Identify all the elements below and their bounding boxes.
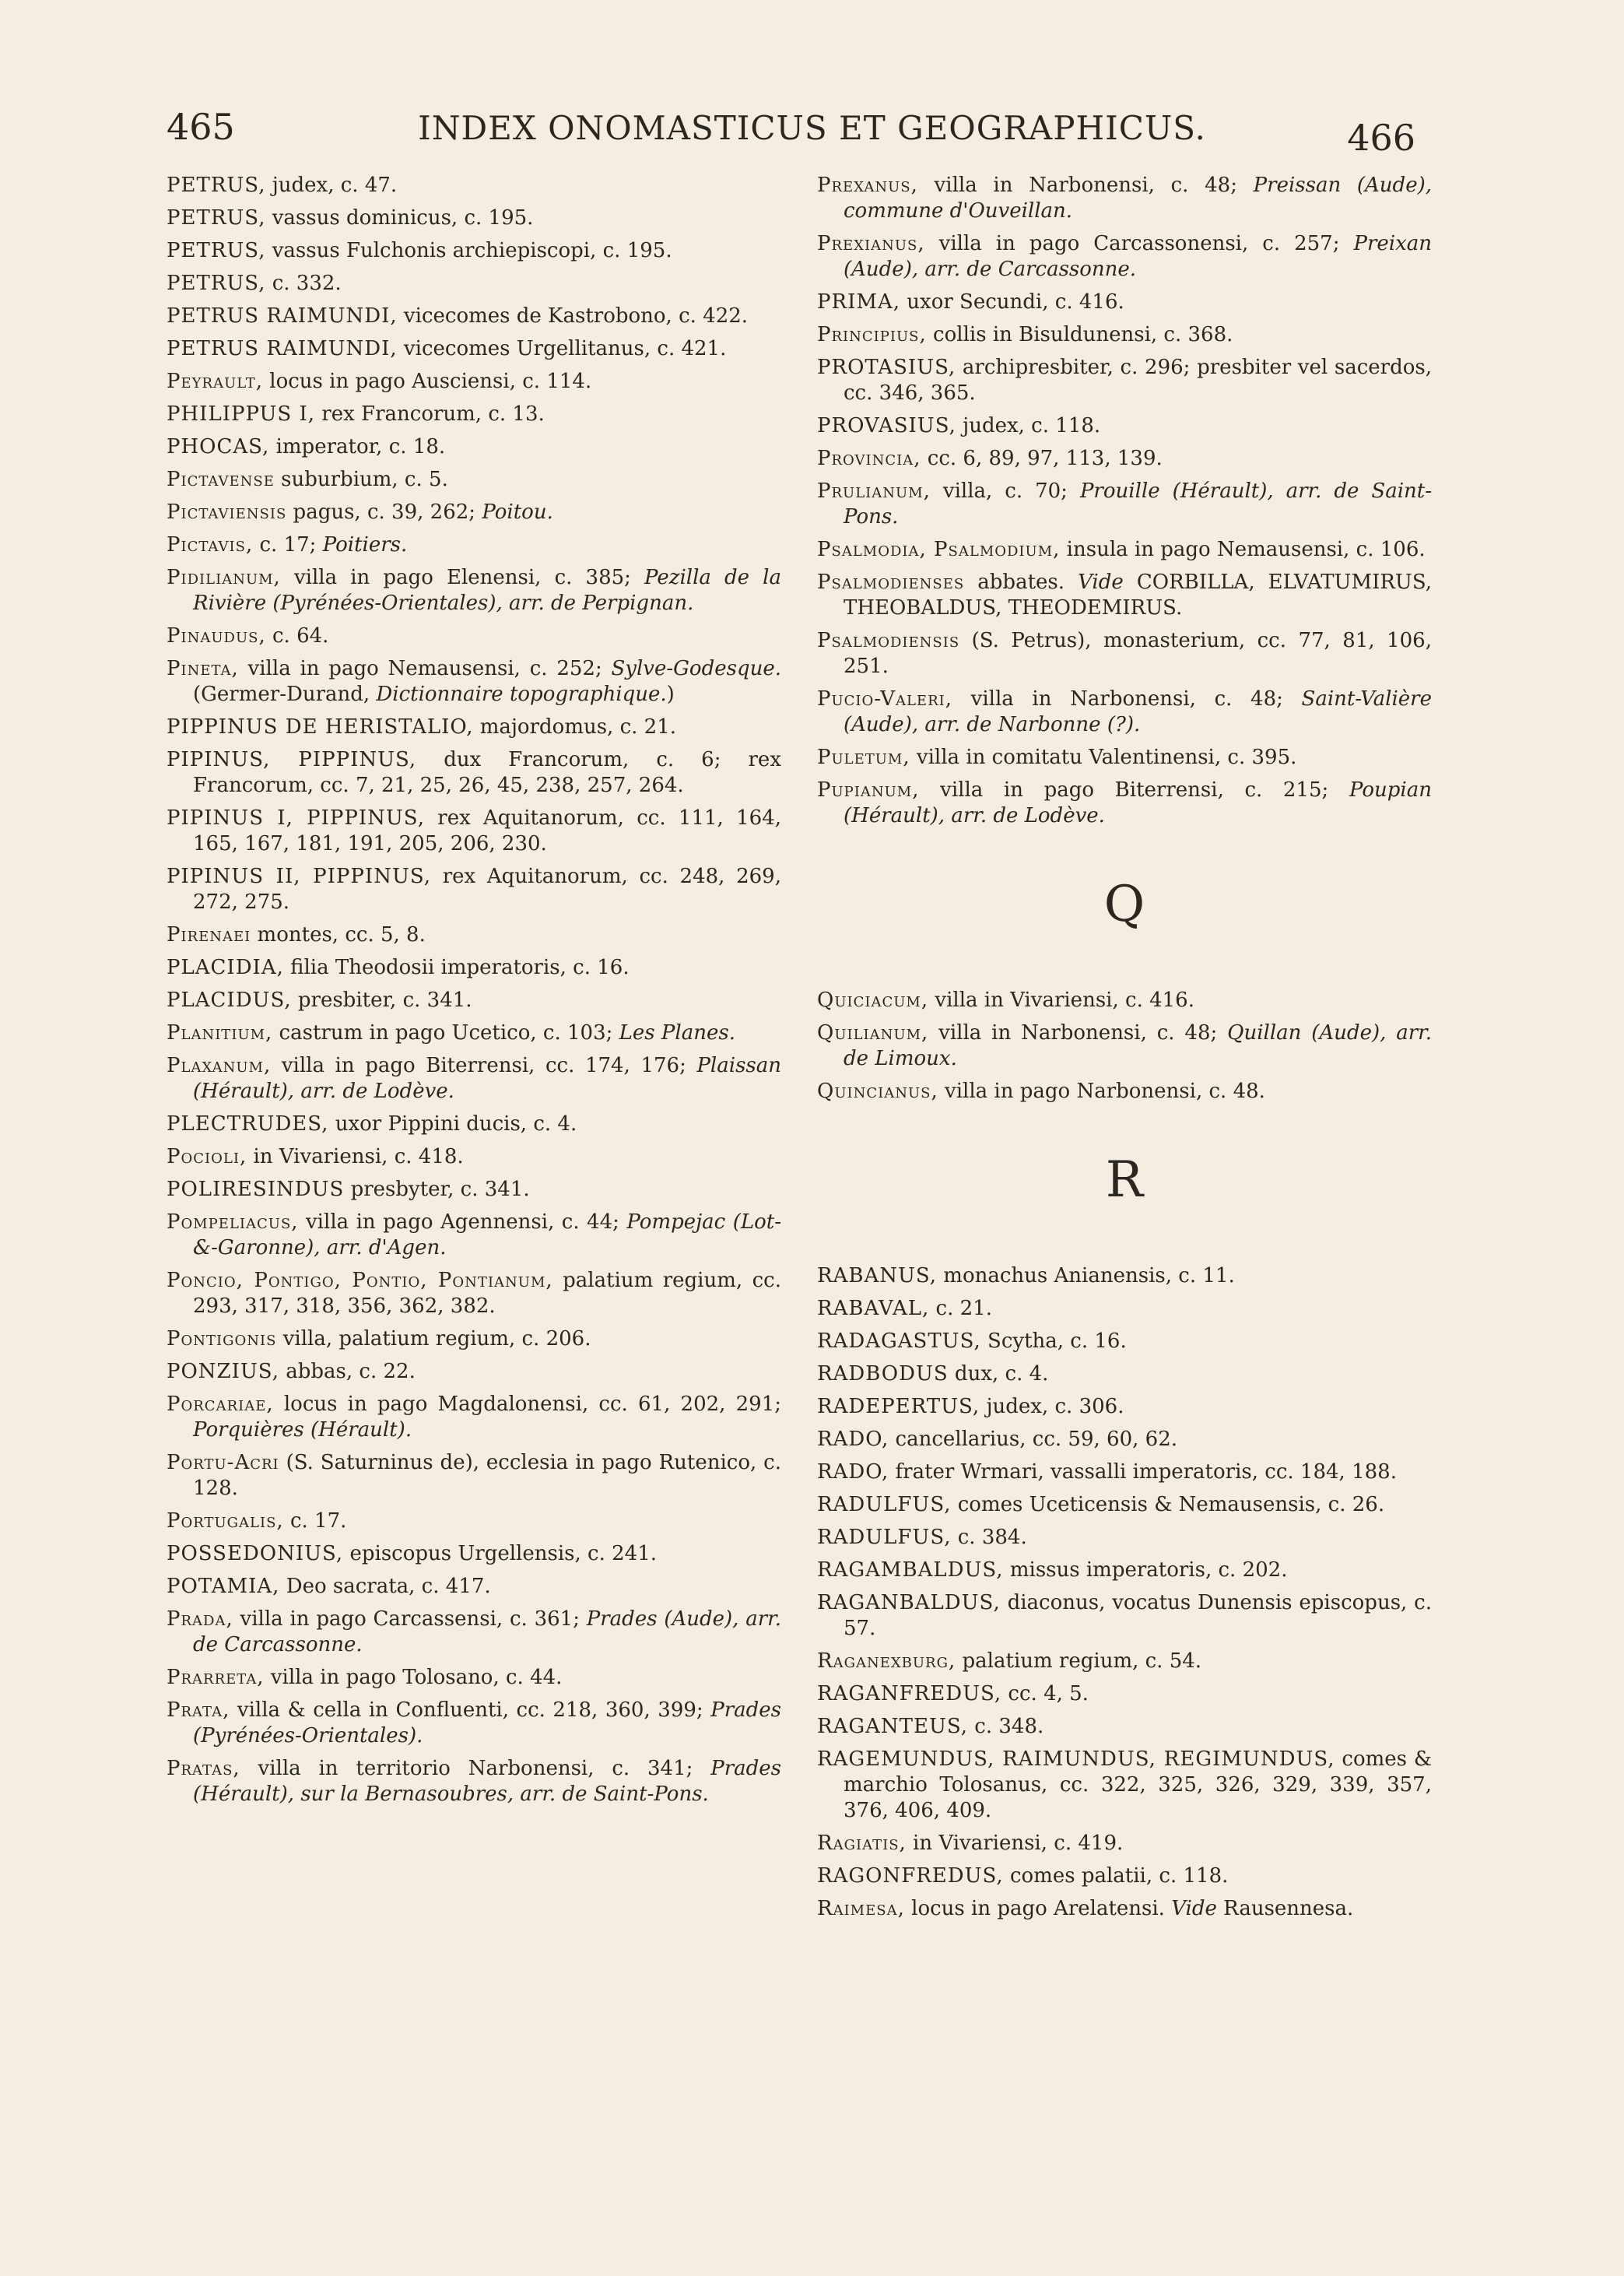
index-entry xyxy=(167,864,781,915)
index-entry xyxy=(817,173,1432,224)
entry-headword: RAGEMUNDUS, RAIMUNDUS, REGIMUNDUS, xyxy=(817,1747,1335,1771)
entry-location: Dictionnaire topographique. xyxy=(376,683,667,706)
index-entry xyxy=(817,1263,1432,1289)
entry-location: Pezilla de la Rivière (Pyrénées-Orientales), arr. de Perpignan. xyxy=(193,566,782,615)
entry-text: monachus Anianensis, c. 11. xyxy=(937,1264,1235,1287)
entry-text: locus in pago Arelatensi. xyxy=(904,1897,1172,1920)
entry-text: archipresbiter, c. 296; presbiter vel sacerdos, cc. 346, 365. xyxy=(844,356,1432,405)
entry-text: majordomus, c. 21. xyxy=(473,715,677,739)
index-entry xyxy=(817,1492,1432,1518)
entry-text: locus in pago Magdalonensi, cc. 61, 202, 291; xyxy=(273,1393,781,1416)
entry-text: dux, c. 4. xyxy=(948,1362,1049,1386)
entry-text: villa in territorio Narbonensi, c. 341; xyxy=(240,1757,711,1780)
index-entry xyxy=(167,1607,781,1658)
entry-text: vicecomes de Kastrobono, c. 422. xyxy=(397,304,749,328)
entry-text: vicecomes Urgellitanus, c. 421. xyxy=(397,337,727,360)
index-entry xyxy=(817,413,1432,439)
entry-text: villa in pago Agennensi, c. 44; xyxy=(298,1210,627,1234)
index-entry xyxy=(167,271,781,297)
running-title: INDEX ONOMASTICUS ET GEOGRAPHICUS. xyxy=(418,109,1206,147)
entry-headword: RAGANTEUS, xyxy=(817,1715,969,1738)
section-letter-q: Q xyxy=(1103,876,1145,933)
entry-text: villa in comitatu Valentinensi, c. 395. xyxy=(910,746,1297,769)
entry-text: ) xyxy=(666,683,675,706)
entry-headword: PETRUS RAIMUNDI, xyxy=(167,337,398,360)
index-entry xyxy=(167,1509,781,1534)
entry-text: imperator, c. 18. xyxy=(269,435,446,458)
entry-text: c. 21. xyxy=(929,1297,992,1320)
entry-headword: Psalmodienses xyxy=(817,571,965,594)
index-entry xyxy=(167,955,781,981)
index-entry xyxy=(167,1359,781,1385)
index-entry xyxy=(167,1665,781,1691)
index-entry xyxy=(817,1714,1432,1740)
index-entry xyxy=(167,1574,781,1600)
entry-location: Prades (Pyrénées-Orientales). xyxy=(193,1698,781,1747)
entry-location: Vide xyxy=(1171,1897,1217,1920)
entry-headword: POSSEDONIUS, xyxy=(167,1542,344,1565)
index-entry xyxy=(167,806,781,857)
entry-headword: Prulianum, xyxy=(817,479,931,503)
entry-headword: Puletum, xyxy=(817,746,910,769)
entry-text: in Vivariensi, c. 419. xyxy=(906,1832,1124,1855)
entry-text: villa in pago Nemausensi, c. 252; xyxy=(238,657,612,680)
entry-text: judex, c. 118. xyxy=(956,414,1101,437)
entry-headword: Prexianus, xyxy=(817,232,925,255)
entry-headword: Pontigonis xyxy=(167,1327,277,1350)
index-entry xyxy=(167,1053,781,1105)
entry-text: missus imperatoris, c. 202. xyxy=(1003,1558,1288,1582)
index-entry xyxy=(167,565,781,616)
entry-location: Pompejac (Lot-&-Garonne), arr. d'Agen. xyxy=(193,1210,781,1259)
index-entry xyxy=(817,988,1432,1013)
entry-text: rex Francorum, c. 13. xyxy=(315,402,545,426)
entry-headword: Raimesa, xyxy=(817,1897,905,1920)
index-entry xyxy=(167,1210,781,1261)
entry-text: villa in Vivariensi, c. 416. xyxy=(928,989,1194,1012)
entry-headword: PHILIPPUS I, xyxy=(167,402,316,426)
entry-text: (S. Saturninus de), ecclesia in pago Rutenico, c. 128. xyxy=(193,1451,781,1500)
entry-text: episcopus Urgellensis, c. 241. xyxy=(343,1542,658,1565)
entry-headword: Prata, xyxy=(167,1698,230,1722)
entry-headword: PLECTRUDES, xyxy=(167,1112,329,1136)
index-entry xyxy=(167,500,781,525)
entry-text: dux Francorum, c. 6; rex Francorum, cc. 7, 21, 25, 26, 45, 238, 257, 264. xyxy=(193,748,781,797)
entry-headword: Quiciacum, xyxy=(817,989,929,1012)
entry-text: abbas, c. 22. xyxy=(279,1360,416,1383)
index-entry xyxy=(817,322,1432,348)
entry-headword: PETRUS RAIMUNDI, xyxy=(167,304,398,328)
entry-text: comes & marchio Tolosanus, cc. 322, 325, 326, 329, 339, 357, 376, 406, 409. xyxy=(844,1747,1432,1822)
entries-p xyxy=(817,173,1432,829)
entry-headword: Pictavis, xyxy=(167,533,254,557)
index-entry xyxy=(817,1590,1432,1642)
index-entry xyxy=(817,1459,1432,1485)
entry-headword: PONZIUS, xyxy=(167,1360,279,1383)
index-entry xyxy=(817,446,1432,472)
index-entry xyxy=(167,1756,781,1807)
entry-headword: POLIRESINDUS xyxy=(167,1178,345,1201)
entries-r xyxy=(817,1263,1432,1922)
entry-text: villa in pago Carcassonensi, c. 257; xyxy=(924,232,1354,255)
index-entry xyxy=(167,173,781,198)
entry-location: Poitiers. xyxy=(322,533,408,557)
index-entry xyxy=(817,1558,1432,1583)
entry-headword: PETRUS, xyxy=(167,272,266,295)
index-entry xyxy=(167,238,781,264)
entry-headword: PIPPINUS DE HERISTALIO, xyxy=(167,715,474,739)
entry-headword: RABANUS, xyxy=(817,1264,938,1287)
index-entry xyxy=(167,988,781,1013)
entry-text: c. 17; xyxy=(253,533,323,557)
index-entry xyxy=(817,1525,1432,1551)
index-entry xyxy=(167,1268,781,1319)
index-entry xyxy=(167,1450,781,1502)
entry-headword: PETRUS, xyxy=(167,206,266,230)
entry-headword: Porcariae, xyxy=(167,1393,274,1416)
entry-text: vassus dominicus, c. 195. xyxy=(265,206,534,230)
index-entry xyxy=(167,336,781,362)
index-entry xyxy=(167,922,781,948)
entry-headword: Principius, xyxy=(817,323,927,346)
entry-text: villa in pago Narbonensi, c. 48. xyxy=(938,1080,1265,1103)
index-entry xyxy=(817,1896,1432,1922)
entry-headword: PETRUS, xyxy=(167,239,266,262)
entry-headword: POTAMIA, xyxy=(167,1575,280,1598)
index-entry xyxy=(817,479,1432,530)
entry-text: c. 332. xyxy=(265,272,342,295)
entry-location: Preixan (Aude), arr. de Carcassonne. xyxy=(844,232,1432,281)
entry-headword: Prada, xyxy=(167,1607,233,1631)
index-entry xyxy=(817,1863,1432,1889)
entry-headword: Quincianus, xyxy=(817,1080,938,1103)
entry-headword: Poncio, Pontigo, Pontio, Pontianum, xyxy=(167,1269,553,1292)
entry-location: Saint-Valière (Aude), arr. de Narbonne (?). xyxy=(844,687,1432,736)
index-entry xyxy=(167,1144,781,1170)
entry-text: diaconus, vocatus Dunensis episcopus, c. 57. xyxy=(844,1591,1432,1640)
index-entry xyxy=(167,1326,781,1352)
index-entry xyxy=(817,355,1432,406)
entry-text: palatium regium, cc. 293, 317, 318, 356, 362, 382. xyxy=(193,1269,781,1318)
entry-headword: Psalmodiensis xyxy=(817,629,960,652)
entry-headword: Pocioli, xyxy=(167,1145,247,1168)
entry-text: abbates. xyxy=(964,571,1079,594)
entry-headword: Pupianum, xyxy=(817,778,920,802)
entry-headword: RADBODUS xyxy=(817,1362,949,1386)
entry-headword: PIPINUS II, PIPPINUS, xyxy=(167,865,432,888)
entry-headword: Provincia, xyxy=(817,447,921,470)
entry-text: (Germer-Durand, xyxy=(193,683,377,706)
index-entry xyxy=(817,687,1432,738)
entry-text: comes Uceticensis & Nemausensis, c. 26. xyxy=(951,1493,1385,1516)
entry-text: villa in pago Tolosano, c. 44. xyxy=(264,1666,563,1689)
entry-headword: Portugalis, xyxy=(167,1509,284,1533)
entry-location: Plaissan (Hérault), arr. de Lodève. xyxy=(193,1054,781,1103)
entry-headword: RADO, xyxy=(817,1428,889,1451)
index-entry xyxy=(167,623,781,649)
entry-headword: Peyrault, xyxy=(167,370,263,393)
entry-headword: Pictavense xyxy=(167,468,275,491)
entry-text: in Vivariensi, c. 418. xyxy=(247,1145,464,1168)
entry-text: c. 348. xyxy=(968,1715,1044,1738)
index-entry xyxy=(817,1329,1432,1354)
entry-headword: Pratas, xyxy=(167,1757,240,1780)
entry-location: Prades (Hérault), sur la Bernasoubres, arr. de Saint-Pons. xyxy=(193,1757,781,1806)
entry-text: Deo sacrata, c. 417. xyxy=(279,1575,491,1598)
entry-location: Les Planes. xyxy=(619,1021,735,1045)
entry-headword: Quilianum, xyxy=(817,1021,929,1045)
entry-text: frater Wrmari, vassalli imperatoris, cc. 184, 188. xyxy=(889,1460,1397,1484)
entry-headword: Raganexburg, xyxy=(817,1649,956,1673)
page-number-left: 465 xyxy=(167,106,235,148)
entry-text: Rausennesa. xyxy=(1216,1897,1354,1920)
entry-headword: RAGANFREDUS, xyxy=(817,1682,1002,1705)
entry-location: Poitou. xyxy=(482,501,553,524)
entry-location: Quillan (Aude), arr. de Limoux. xyxy=(844,1021,1432,1070)
entry-headword: Pictaviensis xyxy=(167,501,287,524)
entry-text: CORBILLA, ELVATUMIRUS, THEOBALDUS, THEODEMIRUS. xyxy=(844,571,1432,620)
entry-headword: Pidilianum, xyxy=(167,566,281,589)
entry-text: presbyter, c. 341. xyxy=(344,1178,530,1201)
entry-headword: RADEPERTUS, xyxy=(817,1395,980,1418)
index-entry xyxy=(817,537,1432,563)
index-entry xyxy=(817,628,1432,680)
entry-headword: RAGANBALDUS, xyxy=(817,1591,1001,1614)
entry-text: judex, c. 47. xyxy=(265,174,398,197)
index-entry xyxy=(817,231,1432,283)
entry-text: filia Theodosii imperatoris, c. 16. xyxy=(283,956,630,979)
index-entry xyxy=(817,778,1432,829)
entry-text: villa in Narbonensi, c. 48; xyxy=(917,174,1254,197)
entries-q xyxy=(817,988,1432,1105)
entry-location: Poupian (Hérault), arr. de Lodève. xyxy=(844,778,1432,827)
section-letter-r: R xyxy=(1105,1151,1144,1209)
entry-headword: RABAVAL, xyxy=(817,1297,930,1320)
index-entry xyxy=(167,402,781,427)
index-entry xyxy=(817,1747,1432,1824)
index-entry xyxy=(167,1177,781,1203)
entry-headword: Portu-Acri xyxy=(167,1451,279,1474)
entry-headword: Planitium, xyxy=(167,1021,273,1045)
entry-text: c. 17. xyxy=(283,1509,347,1533)
entry-text: palatium regium, c. 54. xyxy=(956,1649,1202,1673)
entry-headword: PLACIDUS, xyxy=(167,989,292,1012)
index-entry xyxy=(817,290,1432,315)
entry-text: c. 384. xyxy=(951,1526,1027,1549)
index-entry xyxy=(817,1394,1432,1420)
index-entry xyxy=(167,369,781,395)
entry-text: cc. 6, 89, 97, 113, 139. xyxy=(921,447,1163,470)
entry-headword: RADULFUS, xyxy=(817,1493,952,1516)
entry-text: castrum in pago Ucetico, c. 103; xyxy=(272,1021,619,1045)
entry-text: collis in Bisuldunensi, c. 368. xyxy=(926,323,1233,346)
entry-text: (S. Petrus), monasterium, cc. 77, 81, 106, 251. xyxy=(844,629,1432,678)
left-column xyxy=(167,173,781,1814)
entry-headword: PRIMA, xyxy=(817,290,901,314)
index-entry xyxy=(167,434,781,460)
entry-headword: Psalmodia, Psalmodium, xyxy=(817,538,1061,561)
entry-headword: Plaxanum, xyxy=(167,1054,272,1077)
entry-text: cancellarius, cc. 59, 60, 62. xyxy=(889,1428,1178,1451)
entry-text: villa in Narbonensi, c. 48; xyxy=(952,687,1302,711)
entry-headword: PHOCAS, xyxy=(167,435,270,458)
entry-text: villa, c. 70; xyxy=(930,479,1080,503)
entry-headword: RADAGASTUS, xyxy=(817,1329,981,1353)
entry-headword: PROVASIUS, xyxy=(817,414,956,437)
index-entry xyxy=(167,715,781,740)
index-entry xyxy=(167,747,781,799)
index-entry xyxy=(817,1427,1432,1452)
entry-text: villa in pago Elenensi, c. 385; xyxy=(280,566,645,589)
entry-text: c. 64. xyxy=(265,624,329,648)
index-entry xyxy=(817,1296,1432,1322)
entry-text: villa in pago Carcassensi, c. 361; xyxy=(233,1607,587,1631)
entry-location: Sylve-Godesque. xyxy=(611,657,781,680)
index-entry xyxy=(167,1112,781,1137)
entry-text: rex Aquitanorum, cc. 111, 164, 165, 167, 181, 191, 205, 206, 230. xyxy=(193,806,781,855)
entry-headword: Pompeliacus, xyxy=(167,1210,299,1234)
entry-location: Porquières (Hérault). xyxy=(193,1418,412,1442)
entry-text: rex Aquitanorum, cc. 248, 269, 272, 275. xyxy=(193,865,781,914)
right-column xyxy=(817,173,1432,1929)
index-entry xyxy=(817,570,1432,621)
entry-headword: RADULFUS, xyxy=(817,1526,952,1549)
index-entry xyxy=(817,1079,1432,1105)
entry-text: villa in Narbonensi, c. 48; xyxy=(928,1021,1228,1045)
index-entry xyxy=(817,1361,1432,1387)
entry-text: Scytha, c. 16. xyxy=(980,1329,1127,1353)
entry-text: villa, palatium regium, c. 206. xyxy=(276,1327,591,1350)
entry-text: villa in pago Biterrensi, cc. 174, 176; xyxy=(271,1054,697,1077)
entry-headword: PIPINUS I, PIPPINUS, xyxy=(167,806,425,830)
index-entry xyxy=(167,1392,781,1443)
entry-headword: RAGAMBALDUS, xyxy=(817,1558,1004,1582)
index-entry xyxy=(817,745,1432,771)
entry-location: Preissan (Aude), commune d'Ouveillan. xyxy=(844,174,1432,223)
entry-headword: Pineta, xyxy=(167,657,239,680)
index-entry xyxy=(817,1649,1432,1674)
index-entry xyxy=(167,205,781,231)
entry-text: vassus Fulchonis archiepiscopi, c. 195. xyxy=(265,239,672,262)
page-number-right: 466 xyxy=(1347,117,1415,159)
entry-location: Vide xyxy=(1078,571,1124,594)
entry-headword: RADO, xyxy=(817,1460,889,1484)
entry-headword: Pucio-Valeri, xyxy=(817,687,952,711)
entry-text: uxor Pippini ducis, c. 4. xyxy=(328,1112,577,1136)
entry-headword: PIPINUS, PIPPINUS, xyxy=(167,748,417,771)
index-entry xyxy=(167,1698,781,1749)
entry-headword: Prarreta, xyxy=(167,1666,265,1689)
entry-headword: Ragiatis, xyxy=(817,1832,907,1855)
index-entry xyxy=(167,1020,781,1046)
entry-headword: PROTASIUS, xyxy=(817,356,956,379)
index-entry xyxy=(817,1681,1432,1707)
entry-headword: PETRUS, xyxy=(167,174,266,197)
index-entry xyxy=(167,304,781,329)
entry-headword: Pinaudus, xyxy=(167,624,266,648)
index-entry xyxy=(167,532,781,558)
entry-text: villa in pago Biterrensi, c. 215; xyxy=(919,778,1349,802)
entry-text: judex, c. 306. xyxy=(980,1395,1124,1418)
entry-text: montes, cc. 5, 8. xyxy=(251,923,426,947)
entry-text: suburbium, c. 5. xyxy=(274,468,448,491)
entry-headword: Prexanus, xyxy=(817,174,918,197)
entry-location: Prades (Aude), arr. de Carcassonne. xyxy=(193,1607,781,1656)
entry-text: uxor Secundi, c. 416. xyxy=(900,290,1124,314)
index-entry xyxy=(167,656,781,708)
entry-text: insula in pago Nemausensi, c. 106. xyxy=(1060,538,1426,561)
index-entry xyxy=(167,467,781,493)
index-entry xyxy=(817,1831,1432,1856)
entry-text: villa & cella in Confluenti, cc. 218, 360, 399; xyxy=(230,1698,711,1722)
index-entry xyxy=(817,1020,1432,1072)
index-entry xyxy=(167,1541,781,1567)
entry-text: locus in pago Ausciensi, c. 114. xyxy=(263,370,592,393)
entry-text: comes palatii, c. 118. xyxy=(1003,1864,1229,1888)
entry-headword: Pirenaei xyxy=(167,923,251,947)
entry-location: Prouille (Hérault), arr. de Saint-Pons. xyxy=(844,479,1432,529)
entry-text: presbiter, c. 341. xyxy=(291,989,472,1012)
entry-headword: RAGONFREDUS, xyxy=(817,1864,1004,1888)
entry-headword: PLACIDIA, xyxy=(167,956,284,979)
entry-text: pagus, c. 39, 262; xyxy=(286,501,482,524)
entry-text: cc. 4, 5. xyxy=(1001,1682,1089,1705)
